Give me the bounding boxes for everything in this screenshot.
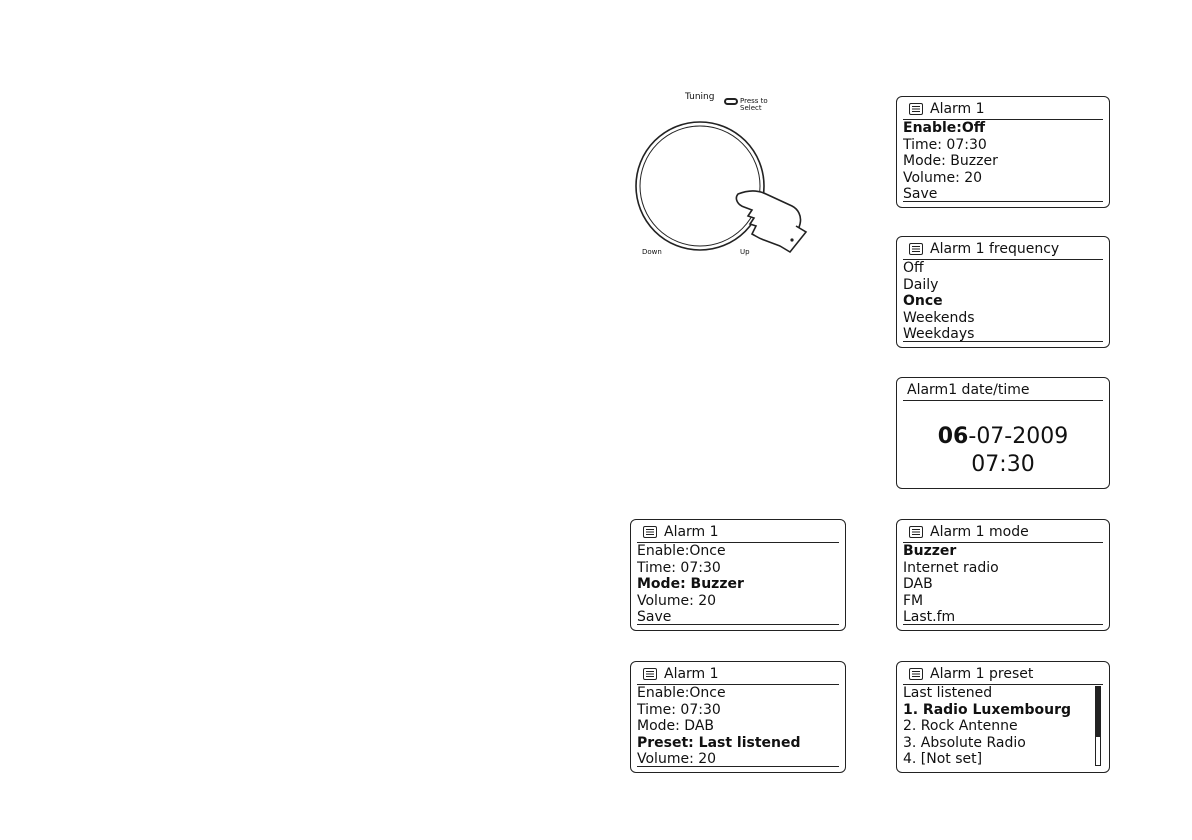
menu-item-enable[interactable]: Enable:Off	[903, 120, 986, 136]
menu-item-weekends[interactable]: Weekends	[903, 309, 975, 326]
screen-title: Alarm 1	[930, 101, 985, 117]
screen-footer-line	[637, 624, 839, 625]
menu-item-enable[interactable]: Enable:Once	[637, 543, 726, 559]
screen-title: Alarm 1 frequency	[930, 241, 1060, 257]
screen-title: Alarm 1	[664, 524, 719, 540]
menu-item-dab[interactable]: DAB	[903, 576, 933, 593]
menu-icon	[909, 243, 923, 255]
alarm1-datetime-screen	[896, 377, 1110, 489]
screen-header	[903, 380, 1103, 401]
screen-footer-line	[903, 341, 1103, 342]
menu-item-lastfm[interactable]: Last.fm	[903, 609, 956, 626]
menu-icon	[909, 103, 923, 115]
alarm1-enable-screen	[896, 96, 1110, 208]
menu-list	[631, 685, 845, 768]
press-to-label: Press to	[740, 97, 768, 105]
menu-item-preset-4[interactable]: 4. [Not set]	[903, 751, 983, 768]
screen-footer-line	[903, 624, 1103, 625]
screen-header	[637, 664, 839, 685]
screen-header	[903, 664, 1103, 685]
menu-item-fm[interactable]: FM	[903, 592, 924, 609]
menu-item-mode[interactable]: Mode: DAB	[637, 718, 715, 735]
menu-item-preset-2[interactable]: 2. Rock Antenne	[903, 718, 1018, 735]
menu-icon	[909, 668, 923, 680]
scrollbar[interactable]	[1095, 686, 1101, 766]
pointing-hand-icon	[630, 86, 830, 261]
menu-list	[631, 543, 845, 626]
menu-item-preset-3[interactable]: 3. Absolute Radio	[903, 734, 1026, 751]
menu-item-mode[interactable]: Mode: Buzzer	[637, 576, 744, 593]
menu-icon	[909, 526, 923, 538]
screen-footer-line	[903, 201, 1103, 202]
alarm1-mode-screen	[896, 519, 1110, 631]
menu-item-time[interactable]: Time: 07:30	[903, 136, 987, 153]
menu-item-save[interactable]: Save	[637, 609, 672, 626]
screen-title: Alarm1 date/time	[907, 382, 1030, 398]
up-label: Up	[740, 248, 750, 256]
alarm1-frequency-screen	[896, 236, 1110, 348]
menu-list	[897, 685, 1109, 768]
screen-footer-line	[637, 766, 839, 767]
menu-list	[897, 543, 1109, 626]
tuning-label: Tuning	[685, 92, 715, 102]
menu-icon	[643, 526, 657, 538]
tuning-knob-illustration	[630, 86, 830, 261]
menu-icon	[643, 668, 657, 680]
select-label: Select	[740, 104, 762, 112]
menu-item-time[interactable]: Time: 07:30	[637, 701, 721, 718]
alarm1-preset-select-screen	[630, 661, 846, 773]
menu-item-buzzer[interactable]: Buzzer	[903, 543, 957, 559]
alarm-date[interactable]	[897, 423, 1109, 451]
menu-item-once[interactable]: Once	[903, 293, 943, 310]
alarm1-preset-screen	[896, 661, 1110, 773]
alarm-date-rest: -07-2009	[968, 424, 1069, 449]
menu-item-daily[interactable]: Daily	[903, 276, 939, 293]
down-label: Down	[642, 248, 662, 256]
alarm-time[interactable]: 07:30	[971, 452, 1035, 477]
menu-item-preset[interactable]: Preset: Last listened	[637, 734, 801, 751]
menu-item-volume[interactable]: Volume: 20	[637, 751, 717, 768]
screen-title: Alarm 1 preset	[930, 666, 1034, 682]
menu-item-last-listened[interactable]: Last listened	[903, 685, 993, 701]
menu-list	[897, 120, 1109, 203]
menu-list	[897, 260, 1109, 343]
menu-item-volume[interactable]: Volume: 20	[637, 592, 717, 609]
screen-header	[903, 239, 1103, 260]
menu-item-volume[interactable]: Volume: 20	[903, 169, 983, 186]
screen-title: Alarm 1	[664, 666, 719, 682]
menu-item-off[interactable]: Off	[903, 260, 924, 276]
screen-header	[903, 99, 1103, 120]
screen-title: Alarm 1 mode	[930, 524, 1029, 540]
menu-item-save[interactable]: Save	[903, 186, 938, 203]
menu-item-mode[interactable]: Mode: Buzzer	[903, 153, 998, 170]
alarm-date-day[interactable]: 06	[937, 424, 969, 449]
menu-item-preset-1[interactable]: 1. Radio Luxembourg	[903, 701, 1072, 718]
alarm1-mode-select-screen	[630, 519, 846, 631]
menu-item-internet-radio[interactable]: Internet radio	[903, 559, 999, 576]
menu-item-enable[interactable]: Enable:Once	[637, 685, 726, 701]
scrollbar-thumb[interactable]	[1096, 687, 1100, 737]
screen-header	[637, 522, 839, 543]
screen-header	[903, 522, 1103, 543]
menu-item-weekdays[interactable]: Weekdays	[903, 326, 975, 343]
menu-item-time[interactable]: Time: 07:30	[637, 559, 721, 576]
